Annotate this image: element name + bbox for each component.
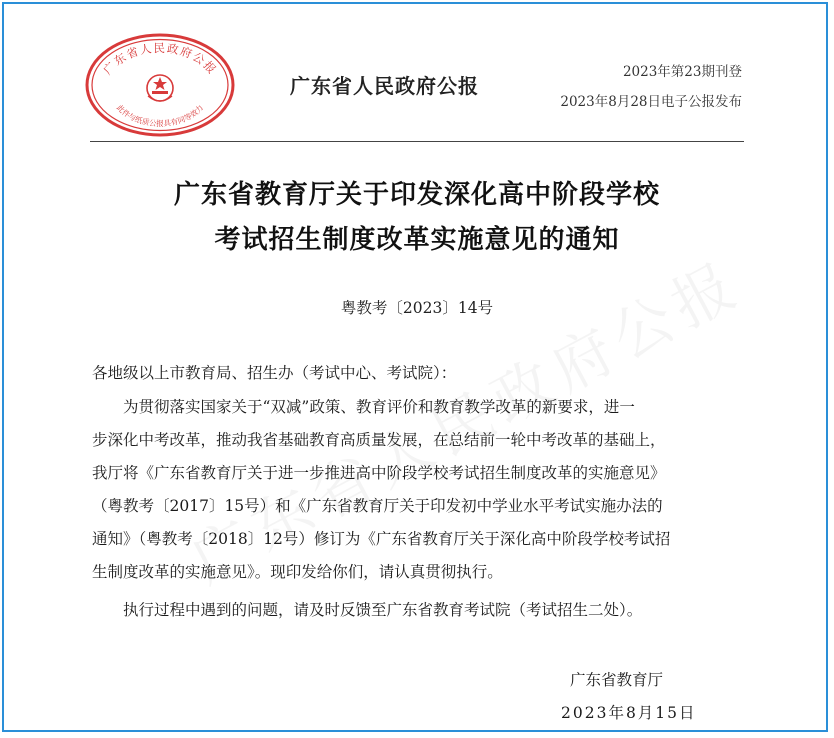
header-divider <box>90 141 744 142</box>
document-title-line2: 考试招生制度改革实施意见的通知 <box>214 225 620 255</box>
paragraph1-line5: 通知》（粤教考〔2018〕12号）修订为《广东省教育厅关于深化高中阶段学校考试招 <box>92 530 671 548</box>
issuing-authority: 广东省教育厅 <box>570 671 664 689</box>
issue-info: 2023年第23期刊登 <box>622 64 742 80</box>
document-number: 粤教考〔2023〕14号 <box>340 299 494 317</box>
paragraph1-line6: 生制度改革的实施意见》。现印发给你们，请认真贯彻执行。 <box>92 563 503 581</box>
addressee: 各地级以上市教育局、招生办（考试中心、考试院）： <box>92 364 457 382</box>
paragraph2: 执行过程中遇到的问题，请及时反馈至广东省教育考试院（考试招生二处）。 <box>123 601 643 619</box>
paragraph1-line2: 步深化中考改革，推动我省基础教育高质量发展，在总结前一轮中考改革的基础上， <box>92 431 666 449</box>
paragraph1-line4: （粤教考〔2017〕15号）和《广东省教育厅关于印发初中学业水平考试实施办法的 <box>92 497 663 515</box>
national-emblem-icon <box>147 75 173 101</box>
document-frame <box>2 2 828 732</box>
svg-text:此件与纸质公报具有同等效力 <box>115 102 205 128</box>
official-seal <box>84 32 236 138</box>
seal-ring-text: 广东省人民政府公报 <box>100 41 220 78</box>
seal-inner-text: 此件与纸质公报具有同等效力 <box>114 103 206 128</box>
paragraph1-line3: 我厅将《广东省教育厅关于进一步推进高中阶段学校考试招生制度改革的实施意见》 <box>92 464 666 482</box>
issue-date: 2023年8月15日 <box>561 704 697 722</box>
publish-info: 2023年8月28日电子公报发布 <box>560 94 742 110</box>
paragraph1-line1: 为贯彻落实国家关于“双减”政策、教育评价和教育教学改革的新要求，进一 <box>123 398 635 416</box>
svg-text:广东省人民政府公报 <box>100 41 219 77</box>
gazette-name: 广东省人民政府公报 <box>290 74 479 98</box>
document-title-line1: 广东省教育厅关于印发深化高中阶段学校 <box>173 180 660 210</box>
